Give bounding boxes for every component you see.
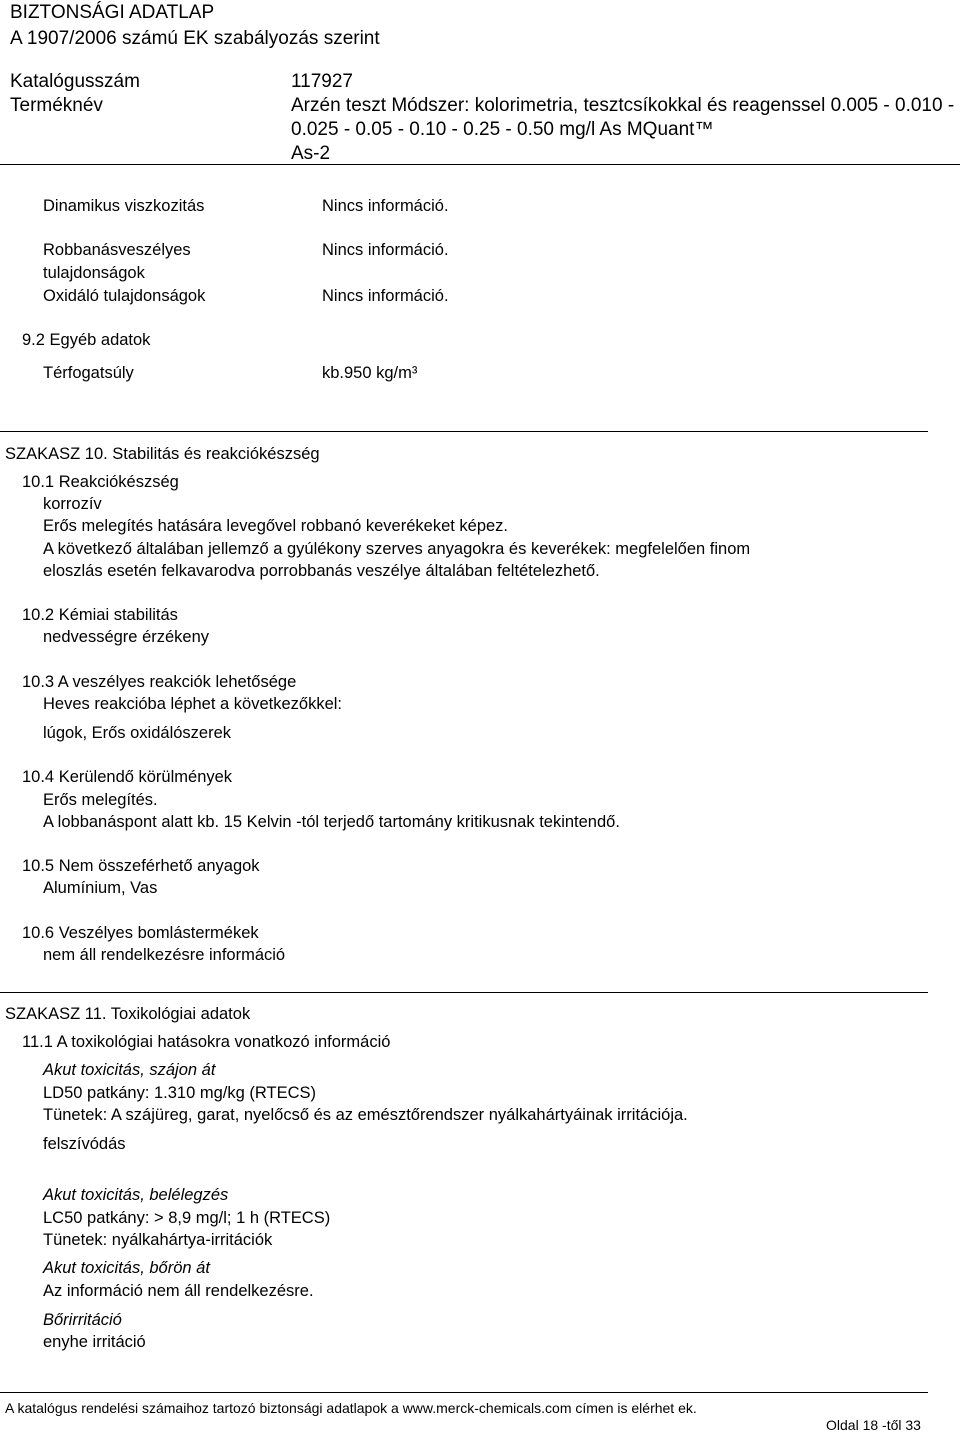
oral-absorption: felszívódás bbox=[43, 1135, 126, 1153]
dermal-toxicity-title: Akut toxicitás, bőrön át bbox=[43, 1259, 210, 1277]
reactivity-line3: A következő általában jellemző a gyúlékony szerves anyagokra és keverékek: megfelelően finom bbox=[43, 540, 751, 558]
property-value-explosive: Nincs információ. bbox=[322, 241, 449, 259]
property-label-viscosity: Dinamikus viszkozitás bbox=[43, 197, 205, 215]
property-label-oxidizing: Oxidáló tulajdonságok bbox=[43, 287, 206, 305]
hazardous-reactions-line1: Heves reakcióba léphet a következőkkel: bbox=[43, 695, 342, 713]
property-label-explosive: Robbanásveszélyes bbox=[43, 241, 191, 259]
property-value-oxidizing: Nincs információ. bbox=[322, 287, 449, 305]
product-name-line1: Arzén teszt Módszer: kolorimetria, tesztcsíkokkal és reagenssel 0.005 - 0.010 - bbox=[291, 95, 955, 116]
oral-toxicity-title: Akut toxicitás, szájon át bbox=[43, 1061, 216, 1079]
inhalation-symptoms: Tünetek: nyálkahártya-irritációk bbox=[43, 1231, 273, 1249]
bulk-density-label: Térfogatsúly bbox=[43, 364, 134, 382]
reactivity-line2: Erős melegítés hatására levegővel robbanó keverékeket képez. bbox=[43, 517, 509, 535]
conditions-avoid-line2: A lobbanáspont alatt kb. 15 Kelvin -tól terjedő tartomány kritikusnak tekintendő. bbox=[43, 813, 620, 831]
hazardous-reactions-line2: lúgok, Erős oxidálószerek bbox=[43, 724, 232, 742]
inhalation-lc50: LC50 patkány: > 8,9 mg/l; 1 h (RTECS) bbox=[43, 1209, 331, 1227]
reactivity-line1: korrozív bbox=[43, 495, 102, 513]
catalog-label: Katalógusszám bbox=[10, 71, 140, 92]
regulation-line: A 1907/2006 számú EK szabályozás szerint bbox=[10, 28, 380, 49]
section-10-2-heading: 10.2 Kémiai stabilitás bbox=[22, 606, 178, 624]
inhalation-toxicity-title: Akut toxicitás, belélegzés bbox=[43, 1186, 229, 1204]
oral-ld50: LD50 patkány: 1.310 mg/kg (RTECS) bbox=[43, 1084, 316, 1102]
conditions-avoid-line1: Erős melegítés. bbox=[43, 791, 158, 809]
section-10-5-heading: 10.5 Nem összeférhető anyagok bbox=[22, 857, 260, 875]
section-10-heading: SZAKASZ 10. Stabilitás és reakciókészség bbox=[5, 445, 320, 463]
product-name-line3: As-2 bbox=[291, 143, 331, 164]
footer-note: A katalógus rendelési számaihoz tartozó biztonsági adatlapok a www.merck-chemicals.com címen is elérhet ek. bbox=[5, 1400, 697, 1416]
page-number: Oldal 18 -től 33 bbox=[826, 1417, 921, 1433]
reactivity-line4: eloszlás esetén felkavarodva porrobbanás veszélye általában feltételezhető. bbox=[43, 562, 600, 580]
catalog-number: 117927 bbox=[291, 71, 353, 92]
product-name-line2: 0.025 - 0.05 - 0.10 - 0.25 - 0.50 mg/l As MQuant™ bbox=[291, 119, 714, 140]
section-10-1-heading: 10.1 Reakciókészség bbox=[22, 473, 179, 491]
footer-divider bbox=[0, 1392, 928, 1393]
skin-irritation-title: Bőrirritáció bbox=[43, 1311, 122, 1329]
section-9-2-heading: 9.2 Egyéb adatok bbox=[22, 331, 151, 349]
document-title: BIZTONSÁGI ADATLAP bbox=[10, 2, 215, 23]
oral-symptoms: Tünetek: A szájüreg, garat, nyelőcső és az emésztőrendszer nyálkahártyáinak irritációja. bbox=[43, 1106, 688, 1124]
bulk-density-value: kb.950 kg/m³ bbox=[322, 364, 418, 382]
section-10-4-heading: 10.4 Kerülendő körülmények bbox=[22, 768, 233, 786]
dermal-toxicity-text: Az információ nem áll rendelkezésre. bbox=[43, 1282, 314, 1300]
chemical-stability-text: nedvességre érzékeny bbox=[43, 628, 210, 646]
section-10-3-heading: 10.3 A veszélyes reakciók lehetősége bbox=[22, 673, 297, 691]
skin-irritation-text: enyhe irritáció bbox=[43, 1333, 146, 1351]
incompatible-materials-text: Alumínium, Vas bbox=[43, 879, 158, 897]
section-11-1-heading: 11.1 A toxikológiai hatásokra vonatkozó információ bbox=[22, 1033, 391, 1051]
product-label: Terméknév bbox=[10, 95, 103, 116]
property-label-explosive-cont: tulajdonságok bbox=[43, 264, 145, 282]
header-divider bbox=[0, 164, 960, 165]
section-11-heading: SZAKASZ 11. Toxikológiai adatok bbox=[5, 1005, 251, 1023]
decomposition-products-text: nem áll rendelkezésre információ bbox=[43, 946, 286, 964]
section-10-6-heading: 10.6 Veszélyes bomlástermékek bbox=[22, 924, 259, 942]
section-10-divider bbox=[0, 431, 928, 432]
section-11-divider bbox=[0, 992, 928, 993]
property-value-viscosity: Nincs információ. bbox=[322, 197, 449, 215]
